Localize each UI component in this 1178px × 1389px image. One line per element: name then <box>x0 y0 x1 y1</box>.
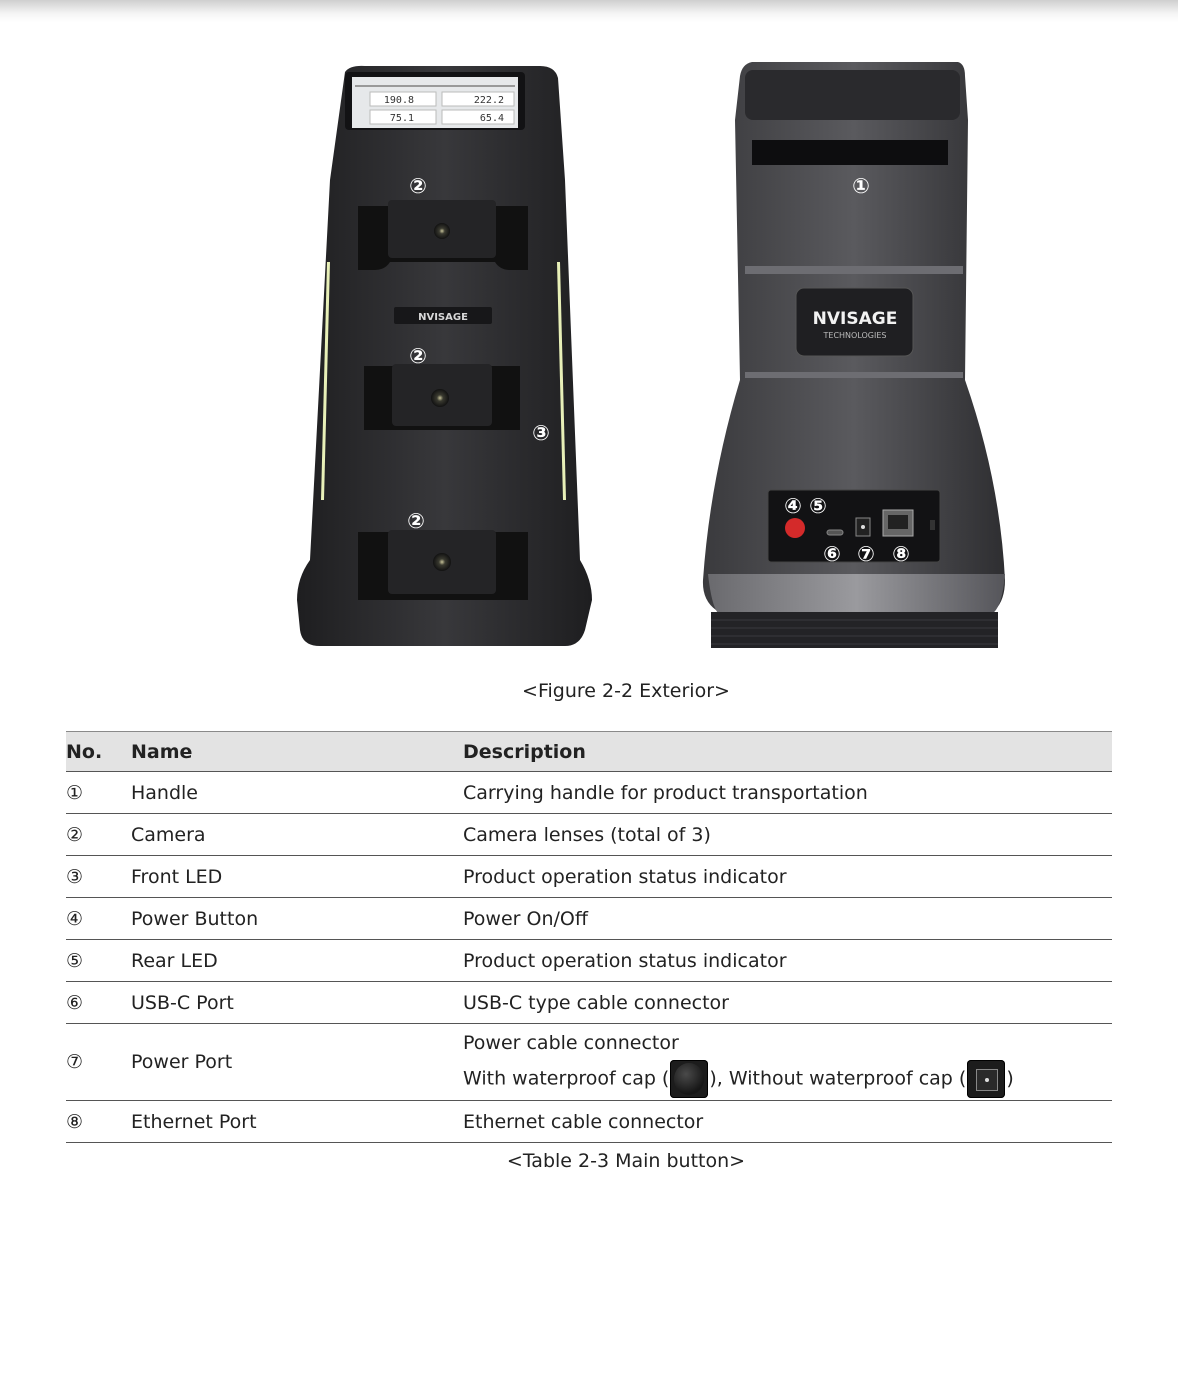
figure-caption: <Figure 2-2 Exterior> <box>522 680 730 702</box>
rear-logo-sub: TECHNOLOGIES <box>823 331 887 340</box>
table-row <box>66 940 1112 982</box>
uncapped-power-port-icon <box>967 1060 1005 1098</box>
row-description: Product operation status indicator <box>463 856 1112 898</box>
row-description: USB-C type cable connector <box>463 982 1112 1024</box>
table-row <box>66 982 1112 1024</box>
rear-device <box>703 62 1005 648</box>
row-no: ⑥ <box>66 982 131 1024</box>
callout-rear-led: ⑤ <box>809 494 827 518</box>
row-name: Ethernet Port <box>131 1101 463 1143</box>
table-row <box>66 1024 1112 1101</box>
line2-part2: ), Without waterproof cap ( <box>709 1067 967 1090</box>
row-description: Power cable connector <box>463 1032 679 1054</box>
row-no: ⑧ <box>66 1101 131 1143</box>
row-no: ② <box>66 814 131 856</box>
header-description: Description <box>463 732 1112 772</box>
row-description: Power On/Off <box>463 898 1112 940</box>
callout-camera-bottom: ② <box>407 509 425 533</box>
camera-module-bottom <box>358 530 528 600</box>
line2-part1: With waterproof cap ( <box>463 1067 670 1090</box>
callout-ethernet: ⑧ <box>892 542 910 566</box>
callout-front-led: ③ <box>532 421 550 445</box>
row-description: Ethernet cable connector <box>463 1101 1112 1143</box>
callout-handle: ① <box>852 174 870 198</box>
table-header-row <box>66 732 1112 772</box>
callout-camera-mid: ② <box>409 344 427 368</box>
row-no: ④ <box>66 898 131 940</box>
callout-power-port: ⑦ <box>857 542 875 566</box>
rear-handle <box>752 140 948 165</box>
table-row <box>66 898 1112 940</box>
header-name: Name <box>131 732 463 772</box>
row-no: ⑤ <box>66 940 131 982</box>
rear-logo: NVISAGE <box>812 309 898 329</box>
row-description: Carrying handle for product transportation <box>463 772 1112 814</box>
table-row <box>66 814 1112 856</box>
spec-table <box>66 731 1112 1143</box>
screen-reading-2: 222.2 <box>473 95 504 106</box>
front-device <box>297 66 592 646</box>
row-name: Handle <box>131 772 463 814</box>
row-description: Camera lenses (total of 3) <box>463 814 1112 856</box>
exterior-figure <box>0 0 1178 660</box>
row-name: USB-C Port <box>131 982 463 1024</box>
row-no: ③ <box>66 856 131 898</box>
table-caption: <Table 2-3 Main button> <box>506 1150 746 1172</box>
row-description: Product operation status indicator <box>463 940 1112 982</box>
row-name: Camera <box>131 814 463 856</box>
table-row <box>66 772 1112 814</box>
row-name: Power Button <box>131 898 463 940</box>
power-button-graphic <box>785 518 805 538</box>
row-name: Power Port <box>131 1024 463 1101</box>
camera-module-top <box>358 200 528 270</box>
camera-module-mid <box>364 364 520 430</box>
row-no: ① <box>66 772 131 814</box>
callout-usb-c: ⑥ <box>823 542 841 566</box>
table-row <box>66 1101 1112 1143</box>
screen-reading-4: 65.4 <box>479 113 504 124</box>
row-name: Rear LED <box>131 940 463 982</box>
header-no: No. <box>66 732 131 772</box>
row-name: Front LED <box>131 856 463 898</box>
front-logo: NVISAGE <box>418 312 468 323</box>
waterproof-cap-icon <box>670 1060 708 1098</box>
line2-part3: ) <box>1006 1067 1014 1090</box>
callout-camera-top: ② <box>409 174 427 198</box>
usb-c-graphic <box>827 530 843 535</box>
screen-reading-3: 75.1 <box>389 113 414 124</box>
row-no: ⑦ <box>66 1024 131 1101</box>
row-description-line2 <box>463 1060 1112 1098</box>
table-row <box>66 856 1112 898</box>
row-description-multiline <box>463 1024 1112 1101</box>
screen-reading-1: 190.8 <box>383 95 414 106</box>
callout-power-button: ④ <box>784 494 802 518</box>
